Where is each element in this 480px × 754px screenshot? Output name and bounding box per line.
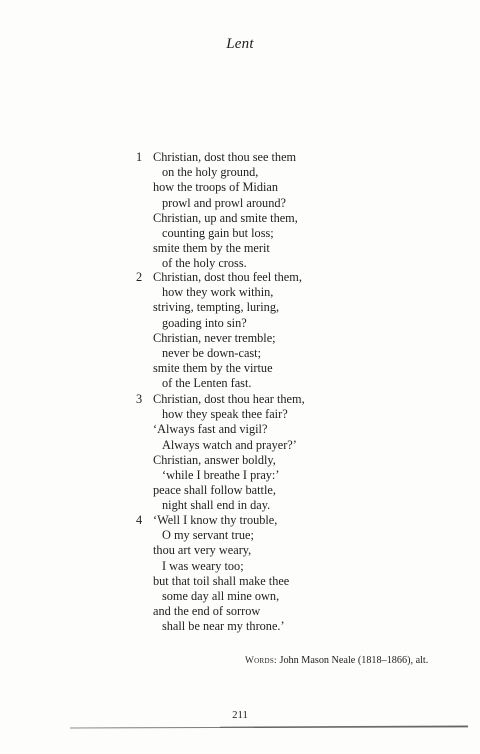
- page-title: Lent: [226, 36, 254, 52]
- verse-line: smite them by the merit: [153, 241, 270, 256]
- verse-line: how they speak thee fair?: [162, 407, 288, 422]
- verse-number: 3: [136, 392, 143, 406]
- verse-line: but that toil shall make thee: [153, 573, 290, 588]
- verse-line: ‘Well I know thy trouble,: [153, 513, 278, 527]
- verse-line: Christian, dost thou hear them,: [153, 392, 305, 406]
- verse-line: Christian, dost thou feel them,: [153, 270, 302, 284]
- verse-number: 2: [136, 270, 143, 284]
- verse-line: Christian, answer boldly,: [153, 452, 276, 467]
- verse-line: night shall end in day.: [162, 498, 271, 513]
- credit-text: John Mason Neale (1818–1866), alt.: [279, 655, 429, 666]
- verse-1: [136, 150, 436, 272]
- verse-lines: [153, 150, 436, 272]
- verse-line: Christian, never tremble;: [153, 330, 276, 345]
- verse-line: of the Lenten fast.: [162, 376, 252, 391]
- verse-line: and the end of sorrow: [153, 604, 261, 619]
- verse-number: 4: [136, 513, 143, 527]
- verse-line: peace shall follow battle,: [153, 483, 276, 498]
- verse-number: 1: [136, 150, 143, 164]
- credit-label: Words:: [245, 656, 277, 666]
- verse-lines: [153, 392, 436, 514]
- verse-line: counting gain but loss;: [162, 226, 274, 241]
- verse-line: how they work within,: [162, 285, 274, 300]
- verse-line: thou art very weary,: [153, 543, 252, 558]
- verse-line: striving, tempting, luring,: [153, 300, 280, 315]
- verse-line: prowl and prowl around?: [162, 195, 286, 210]
- verse-line: ‘while I breathe I pray:’: [162, 468, 280, 483]
- verse-line: shall be near my throne.’: [162, 619, 285, 634]
- verse-line: on the holy ground,: [162, 165, 259, 180]
- verse-line: smite them by the virtue: [153, 361, 273, 376]
- verse-line: goading into sin?: [162, 315, 247, 330]
- verse-3: [136, 392, 436, 514]
- page-number: 211: [232, 709, 248, 721]
- verse-2: [136, 270, 436, 392]
- verse-line: how the troops of Midian: [153, 180, 279, 195]
- verse-lines: [153, 513, 436, 635]
- verse-line: some day all mine own,: [162, 589, 280, 604]
- bottom-rule: [70, 724, 468, 730]
- verse-line: O my servant true;: [162, 528, 254, 543]
- verse-line: of the holy cross.: [162, 256, 247, 271]
- verse-line: Christian, dost thou see them: [153, 150, 297, 164]
- verse-line: I was weary too;: [162, 558, 244, 573]
- verse-lines: [153, 270, 436, 392]
- verse-4: [136, 513, 436, 635]
- verse-line: never be down-cast;: [162, 346, 262, 361]
- hymn-credit: [245, 655, 428, 666]
- verse-line: Always watch and prayer?’: [162, 437, 297, 452]
- verse-line: ‘Always fast and vigil?: [153, 422, 268, 437]
- verse-line: Christian, up and smite them,: [153, 210, 298, 225]
